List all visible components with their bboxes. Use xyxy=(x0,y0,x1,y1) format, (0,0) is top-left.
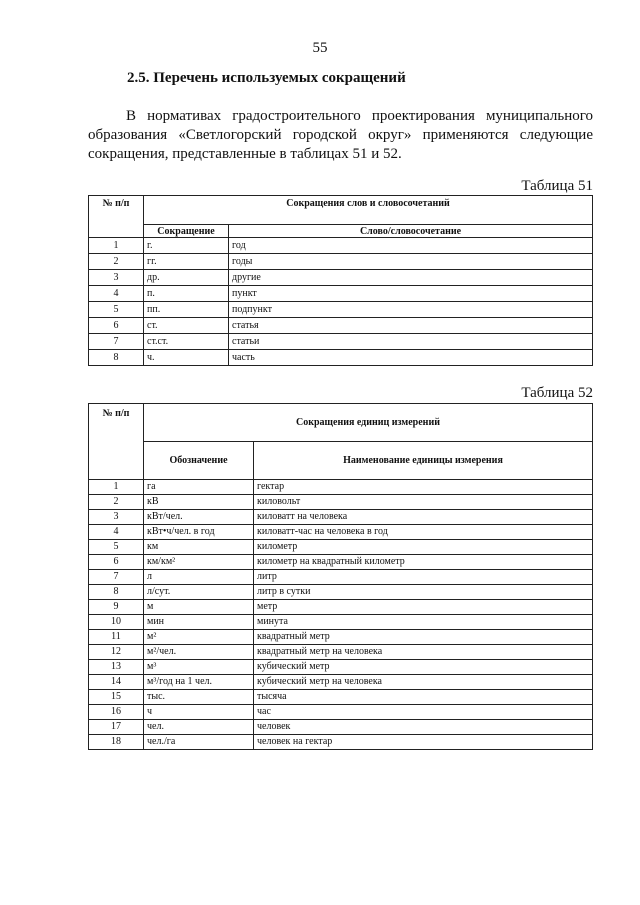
column-group-header: Сокращения единиц измерений xyxy=(144,404,593,442)
abbreviation-cell: пп. xyxy=(144,302,229,318)
abbreviation-cell: ст.ст. xyxy=(144,334,229,350)
table-row xyxy=(89,630,593,645)
row-number: 8 xyxy=(89,585,144,600)
abbreviation-cell: м³ xyxy=(144,660,254,675)
row-number: 13 xyxy=(89,660,144,675)
row-number: 1 xyxy=(89,480,144,495)
meaning-cell: кубический метр xyxy=(254,660,593,675)
abbreviation-cell: м² xyxy=(144,630,254,645)
meaning-cell: часть xyxy=(229,350,593,366)
abbreviation-cell: др. xyxy=(144,270,229,286)
column-header-designation: Обозначение xyxy=(144,442,254,480)
meaning-cell: человек на гектар xyxy=(254,735,593,750)
table-row xyxy=(89,302,593,318)
row-number: 10 xyxy=(89,615,144,630)
abbreviations-table xyxy=(88,195,593,366)
row-number: 4 xyxy=(89,286,144,302)
meaning-cell: километр на квадратный километр xyxy=(254,555,593,570)
table-row xyxy=(89,480,593,495)
row-number: 6 xyxy=(89,555,144,570)
row-number: 5 xyxy=(89,302,144,318)
row-number: 18 xyxy=(89,735,144,750)
intro-paragraph: В нормативах градостроительного проектирования муниципального образования «Светлогорский городской округ» применяются следующие сокращения, представленные в таблицах 51 и 52. xyxy=(88,108,593,162)
table-row xyxy=(89,238,593,254)
abbreviation-cell: кВт/чел. xyxy=(144,510,254,525)
units-table xyxy=(88,403,593,750)
meaning-cell: киловатт-час на человека в год xyxy=(254,525,593,540)
table-row xyxy=(89,555,593,570)
table-row xyxy=(89,600,593,615)
row-number: 17 xyxy=(89,720,144,735)
table-row xyxy=(89,735,593,750)
abbreviation-cell: кВ xyxy=(144,495,254,510)
table-row xyxy=(89,540,593,555)
page-number: 55 xyxy=(312,40,328,56)
meaning-cell: киловатт на человека xyxy=(254,510,593,525)
meaning-cell: подпункт xyxy=(229,302,593,318)
table-body xyxy=(89,238,593,366)
meaning-cell: квадратный метр на человека xyxy=(254,645,593,660)
row-number: 2 xyxy=(89,254,144,270)
table-row xyxy=(89,318,593,334)
column-group-header: Сокращения слов и словосочетаний xyxy=(144,196,593,225)
meaning-cell: метр xyxy=(254,600,593,615)
row-number: 7 xyxy=(89,334,144,350)
abbreviation-cell: км/км² xyxy=(144,555,254,570)
row-number: 9 xyxy=(89,600,144,615)
table-row xyxy=(89,270,593,286)
table-row xyxy=(89,690,593,705)
meaning-cell: статья xyxy=(229,318,593,334)
meaning-cell: километр xyxy=(254,540,593,555)
abbreviation-cell: л xyxy=(144,570,254,585)
meaning-cell: годы xyxy=(229,254,593,270)
meaning-cell: час xyxy=(254,705,593,720)
row-number: 4 xyxy=(89,525,144,540)
table-row xyxy=(89,254,593,270)
abbreviation-cell: ч. xyxy=(144,350,229,366)
table-row xyxy=(89,660,593,675)
table-row xyxy=(89,645,593,660)
table-row xyxy=(89,615,593,630)
row-number: 14 xyxy=(89,675,144,690)
row-number: 2 xyxy=(89,495,144,510)
table-row xyxy=(89,585,593,600)
meaning-cell: киловольт xyxy=(254,495,593,510)
meaning-cell: другие xyxy=(229,270,593,286)
row-number: 6 xyxy=(89,318,144,334)
row-number: 7 xyxy=(89,570,144,585)
meaning-cell: год xyxy=(229,238,593,254)
table-52-caption: Таблица 52 xyxy=(521,385,593,401)
meaning-cell: пункт xyxy=(229,286,593,302)
row-number: 15 xyxy=(89,690,144,705)
table-body xyxy=(89,480,593,750)
column-header-number: № п/п xyxy=(89,196,144,238)
abbreviation-cell: км xyxy=(144,540,254,555)
abbreviation-cell: ст. xyxy=(144,318,229,334)
abbreviation-cell: га xyxy=(144,480,254,495)
row-number: 3 xyxy=(89,510,144,525)
meaning-cell: литр xyxy=(254,570,593,585)
meaning-cell: минута xyxy=(254,615,593,630)
abbreviation-cell: мин xyxy=(144,615,254,630)
meaning-cell: литр в сутки xyxy=(254,585,593,600)
table-row xyxy=(89,525,593,540)
row-number: 8 xyxy=(89,350,144,366)
abbreviation-cell: п. xyxy=(144,286,229,302)
table-row xyxy=(89,350,593,366)
table-row xyxy=(89,495,593,510)
column-header-unit-name: Наименование единицы измерения xyxy=(254,442,593,480)
abbreviation-cell: м xyxy=(144,600,254,615)
abbreviation-cell: л/сут. xyxy=(144,585,254,600)
abbreviation-cell: чел./га xyxy=(144,735,254,750)
meaning-cell: статьи xyxy=(229,334,593,350)
row-number: 12 xyxy=(89,645,144,660)
row-number: 5 xyxy=(89,540,144,555)
table-row xyxy=(89,705,593,720)
table-51-caption: Таблица 51 xyxy=(521,178,593,194)
table-row xyxy=(89,286,593,302)
abbreviation-cell: г. xyxy=(144,238,229,254)
table-row xyxy=(89,675,593,690)
abbreviation-cell: м³/год на 1 чел. xyxy=(144,675,254,690)
table-row xyxy=(89,334,593,350)
abbreviation-cell: кВт•ч/чел. в год xyxy=(144,525,254,540)
table-row xyxy=(89,720,593,735)
row-number: 16 xyxy=(89,705,144,720)
meaning-cell: кубический метр на человека xyxy=(254,675,593,690)
row-number: 11 xyxy=(89,630,144,645)
abbreviation-cell: м²/чел. xyxy=(144,645,254,660)
meaning-cell: тысяча xyxy=(254,690,593,705)
table-row xyxy=(89,570,593,585)
abbreviation-cell: тыс. xyxy=(144,690,254,705)
table-row xyxy=(89,510,593,525)
meaning-cell: квадратный метр xyxy=(254,630,593,645)
row-number: 1 xyxy=(89,238,144,254)
abbreviation-cell: ч xyxy=(144,705,254,720)
meaning-cell: человек xyxy=(254,720,593,735)
abbreviation-cell: гг. xyxy=(144,254,229,270)
column-header-abbreviation: Сокращение xyxy=(144,225,229,238)
column-header-word: Слово/словосочетание xyxy=(229,225,593,238)
section-heading: 2.5. Перечень используемых сокращений xyxy=(127,70,406,86)
row-number: 3 xyxy=(89,270,144,286)
column-header-number: № п/п xyxy=(89,404,144,480)
meaning-cell: гектар xyxy=(254,480,593,495)
abbreviation-cell: чел. xyxy=(144,720,254,735)
